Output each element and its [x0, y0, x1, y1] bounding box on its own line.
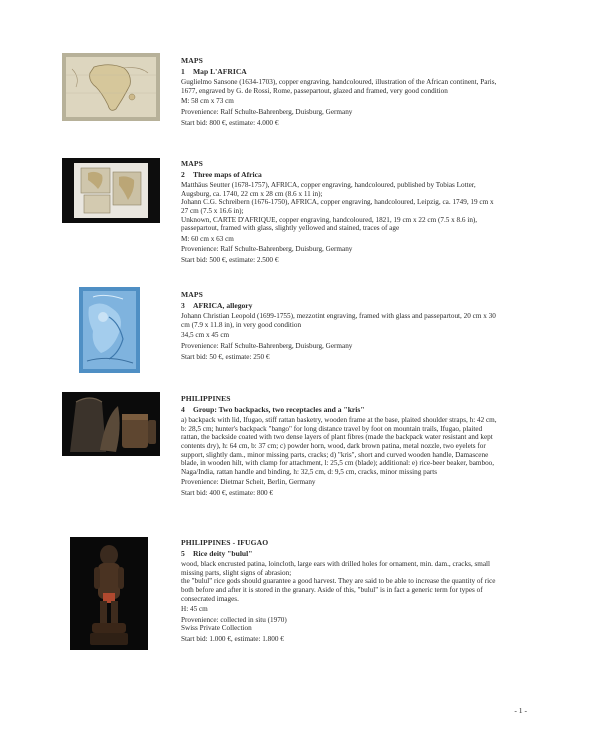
- lot-5-number: 5: [181, 548, 185, 558]
- lot-5-title: [181, 550, 499, 559]
- lot-5-image[interactable]: [70, 537, 148, 650]
- lot-2-number: 2: [181, 169, 185, 179]
- lot-3-category: MAPS: [181, 290, 203, 299]
- lot-2-title-text: Three maps of Africa: [193, 169, 262, 179]
- lot-4-category: PHILIPPINES: [181, 394, 231, 403]
- lot-1-description: Guglielmo Sansone (1634-1703), copper engraving, handcoloured, illustration of the African continent, Paris, 1677, engraved by G. de Rossi, Rome, passepartout, glazed and framed, very good condition: [181, 78, 497, 95]
- lot-5-provenance: Provenience: collected in situ (1970) Swiss Private Collection: [181, 615, 287, 633]
- lot-2-bid: Start bid: 500 €, estimate: 2.500 €: [181, 255, 279, 264]
- lot-1-title: [181, 68, 499, 77]
- lot-1-category: MAPS: [181, 56, 203, 65]
- lot-1-provenance: Provenience: Ralf Schulte-Bahrenberg, Duisburg, Germany: [181, 107, 353, 116]
- lot-2-provenance: Provenience: Ralf Schulte-Bahrenberg, Duisburg, Germany: [181, 245, 353, 254]
- lot-1-image[interactable]: [62, 53, 160, 121]
- lot-2-image[interactable]: [62, 158, 160, 223]
- map-africa-image: [62, 53, 160, 121]
- lot-4-bid: Start bid: 400 €, estimate: 800 €: [181, 488, 274, 497]
- lot-1-title-text: Map L'AFRICA: [193, 66, 247, 76]
- lot-3-title: [181, 302, 499, 311]
- lot-3-description: Johann Christian Leopold (1699-1755), mezzotint engraving, framed with glass and passepartout, 20 cm x 30 cm (7.9 x 11.8 in), in very good condition: [181, 312, 496, 329]
- rice-deity-bulul-image: [70, 537, 148, 650]
- three-maps-image: [62, 158, 160, 223]
- lot-2-category: MAPS: [181, 159, 203, 168]
- lot-5-category: PHILIPPINES - IFUGAO: [181, 538, 269, 547]
- lot-4-image[interactable]: [62, 392, 160, 456]
- backpacks-group-image: [62, 392, 160, 456]
- lot-1-bid: Start bid: 800 €, estimate: 4.000 €: [181, 118, 279, 127]
- lot-2-measure: M: 60 cm x 63 cm: [181, 234, 234, 243]
- lot-1-number: 1: [181, 66, 185, 76]
- lot-4-title-text: Group: Two backpacks, two receptacles and a "kris": [193, 404, 365, 414]
- lot-1-measure: M: 58 cm x 73 cm: [181, 97, 234, 106]
- lot-3-image[interactable]: [79, 287, 140, 373]
- lot-3-number: 3: [181, 300, 185, 310]
- lot-5-measure: H: 45 cm: [181, 605, 208, 614]
- lot-3-provenance: Provenience: Ralf Schulte-Bahrenberg, Duisburg, Germany: [181, 341, 353, 350]
- lot-2-title: [181, 171, 499, 180]
- lot-3-title-text: AFRICA, allegory: [193, 300, 253, 310]
- lot-4-provenance: Provenience: Dietmar Scheit, Berlin, Germany: [181, 478, 316, 487]
- lot-3-bid: Start bid: 50 €, estimate: 250 €: [181, 352, 270, 361]
- lot-4-number: 4: [181, 404, 185, 414]
- page-number: - 1 -: [514, 706, 527, 715]
- lot-4-title: [181, 406, 499, 415]
- lot-5-bid: Start bid: 1.000 €, estimate: 1.800 €: [181, 634, 284, 643]
- lot-3-measure: 34,5 cm x 45 cm: [181, 331, 230, 340]
- africa-allegory-image: [79, 287, 140, 373]
- lot-5-description: wood, black encrusted patina, loincloth, large ears with drilled holes for ornament, min. dam., cracks, small missing parts, slight signs of abrasion; the "bulul" rice gods should guarantee a good harvest. They are said to be able to increase the quantity of rice both before and after it is stored in the granary. Aside of this, "bulul" is in fact a generic term for types of consecrated images.: [181, 560, 496, 603]
- lot-4-description: a) backpack with lid, Ifugao, stiff rattan basketry, wooden frame at the base, plaited shoulder straps, h: 42 cm, b: 28,5 cm; hunter's backpack "bango" for long distance travel by foot on mountain trails, Ifugao, plaited rattan, the backside coated with two dense layers of plant fibres (made the backpack water resistant and kept contents dry), h: 64 cm, b: 37 cm; c) powder horn, wood, dark brown patina, metal nozzle, two eyelets for support, slightly dam., minor missing parts, cracks; d) "kris", short and curved wooden handle, Damascene blade, in wooden hilt, with clamp for attachment, l: 25,5 cm (blade); additional: e) rice-beer beaker, bamboo, Naga/India, rattan handle and binding, h: 32,5 cm, d: 9,5 cm, cracks, minor missing parts: [181, 416, 497, 476]
- lot-2-description: Matthäus Seutter (1678-1757), AFRICA, copper engraving, handcoloured, published by Tobias Lotter, Augsburg, ca. 1740, 22 cm x 28 cm (8.6 x 11 in); Johann C.G. Schreibern (1676-1750), AFRICA, copper engraving, handcoloured, Leipzig, ca. 1749, 19 cm x 27 cm (7.5 x 16.6 in); Unknown, CARTE D'AFRIQUE, copper engraving, handcoloured, 1821, 19 cm x 22 cm (7.5 x 8.6 in), passepartout, framed with glass, slightly yellowed and stained, traces of age: [181, 181, 494, 233]
- lot-5-title-text: Rice deity "bulul": [193, 548, 253, 558]
